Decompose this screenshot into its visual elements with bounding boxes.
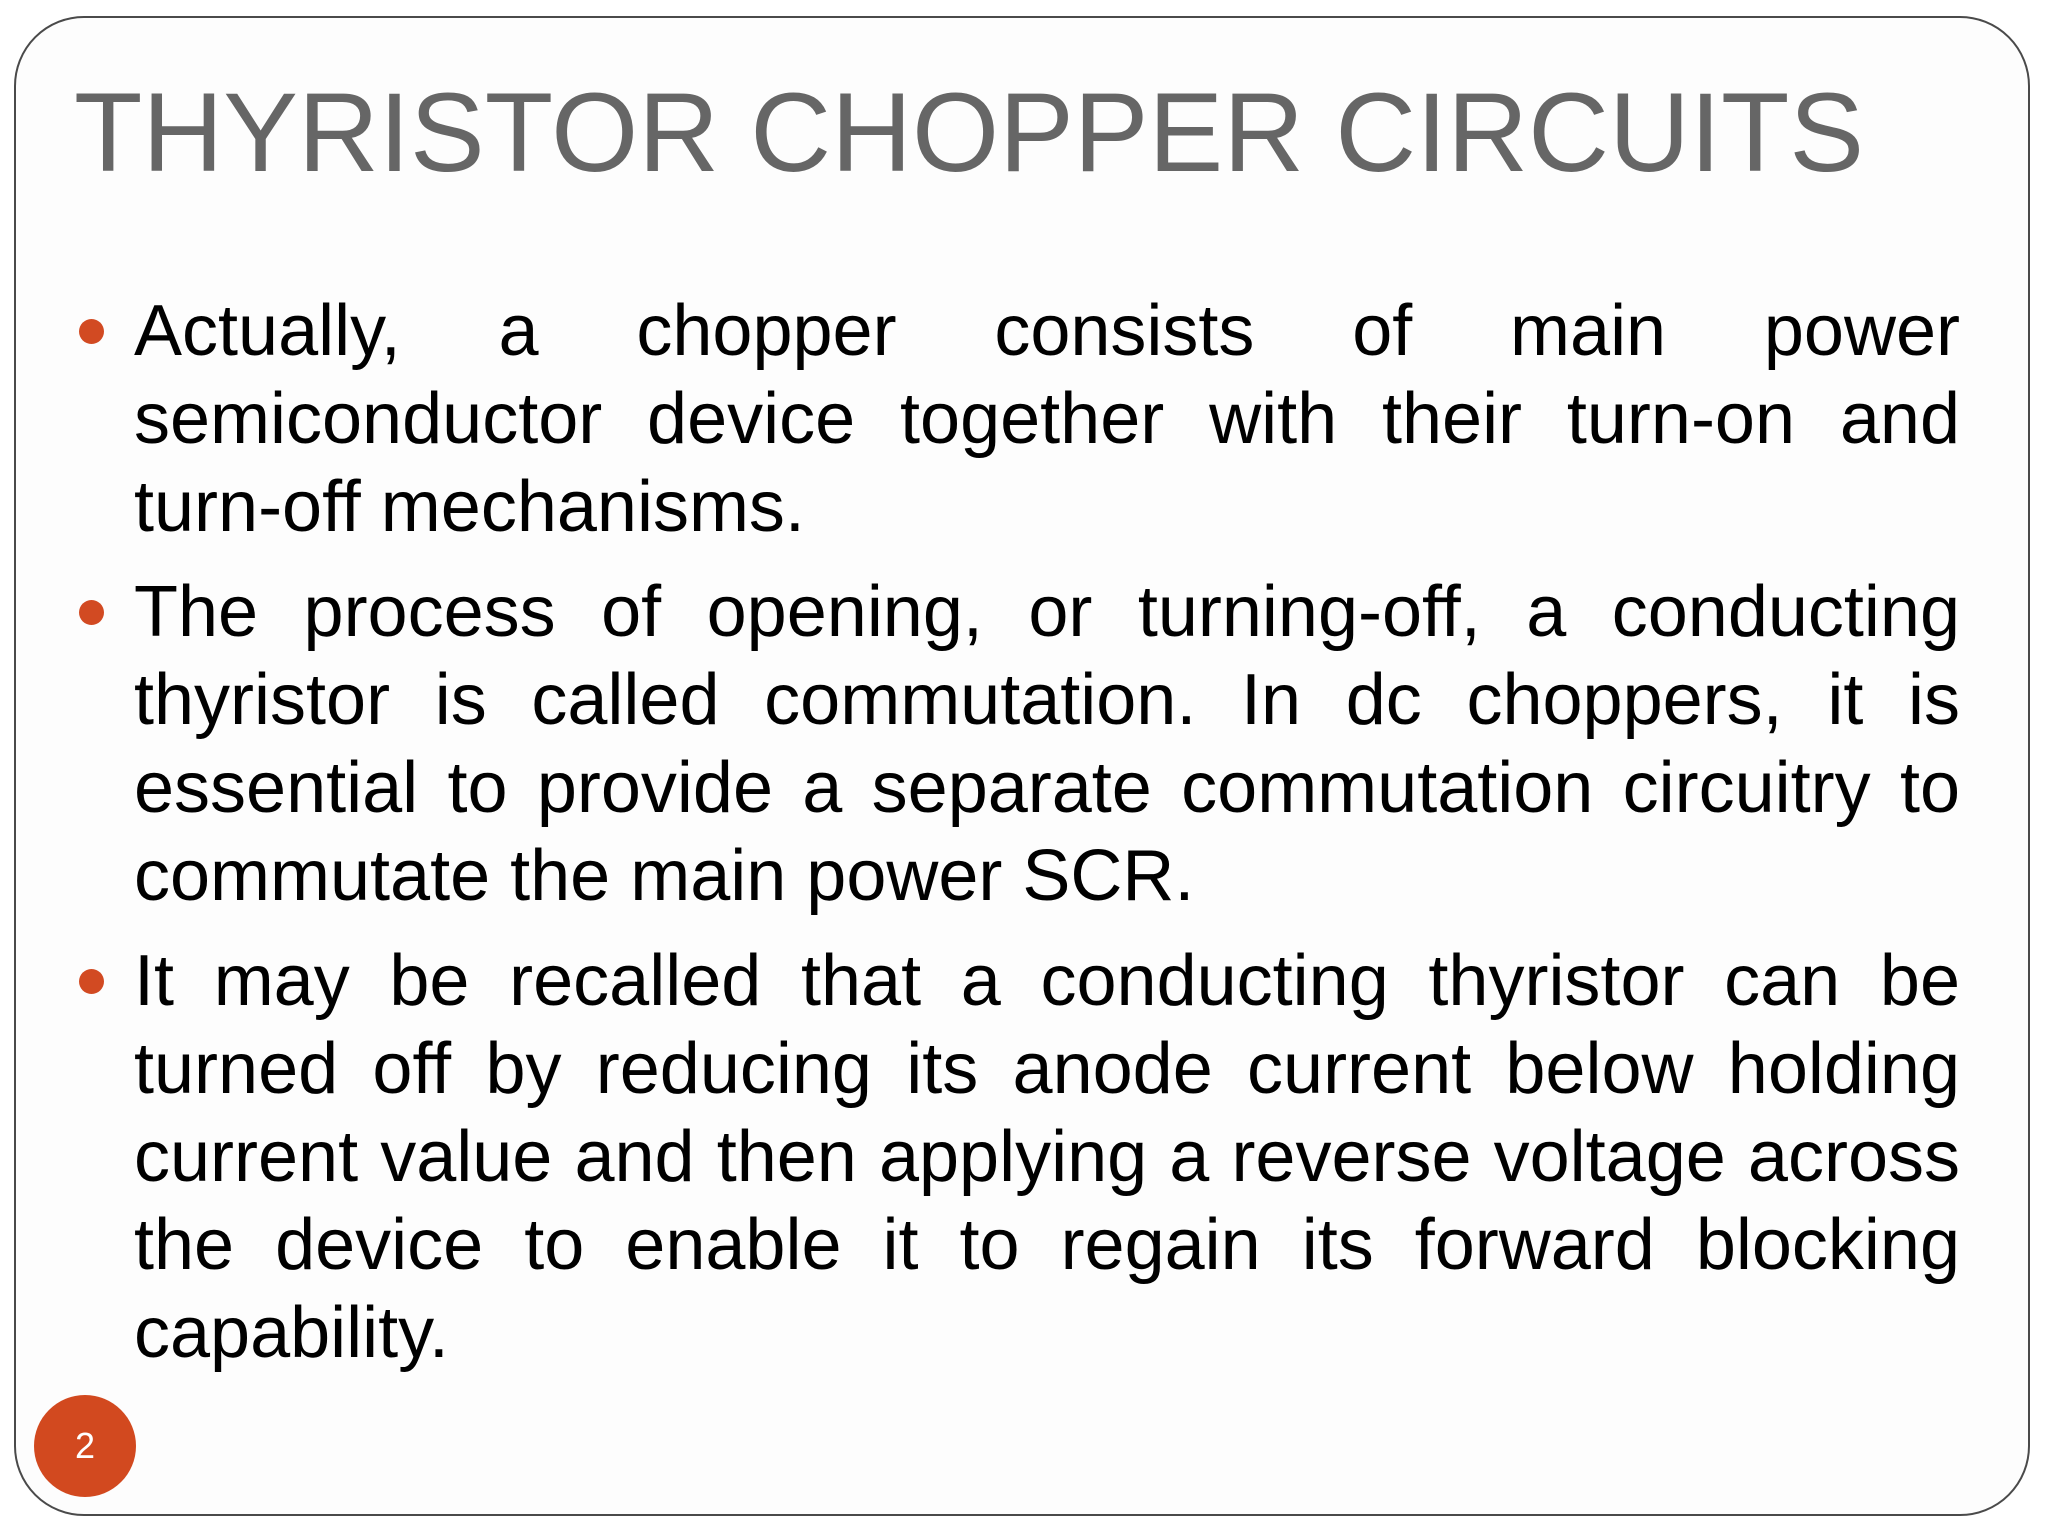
bullet-item (16, 568, 1960, 920)
bullet-text: The process of opening, or turning-off, a conducting thyristor is called commutation. In dc choppers, it is essential to provide a separate commutation circuitry to commutate the main power SCR. (134, 572, 1960, 916)
page-number-badge: 2 (34, 1395, 136, 1497)
bullet-text: Actually, a chopper consists of main power semiconductor device together with their turn-on and turn-off mechanisms. (134, 291, 1960, 547)
slide (14, 16, 2030, 1516)
bullet-text: It may be recalled that a conducting thyristor can be turned off by reducing its anode current below holding current value and then applying a reverse voltage across the device to enable it to regain its forward blocking capability. (134, 941, 1960, 1373)
bullet-dot-icon (79, 969, 104, 994)
bullet-dot-icon (79, 319, 104, 344)
bullet-item (16, 287, 1960, 551)
slide-title: THYRISTOR CHOPPER CIRCUITS (74, 70, 1865, 195)
bullet-list (16, 287, 2030, 1394)
bullet-item (16, 937, 1960, 1377)
bullet-dot-icon (79, 600, 104, 625)
